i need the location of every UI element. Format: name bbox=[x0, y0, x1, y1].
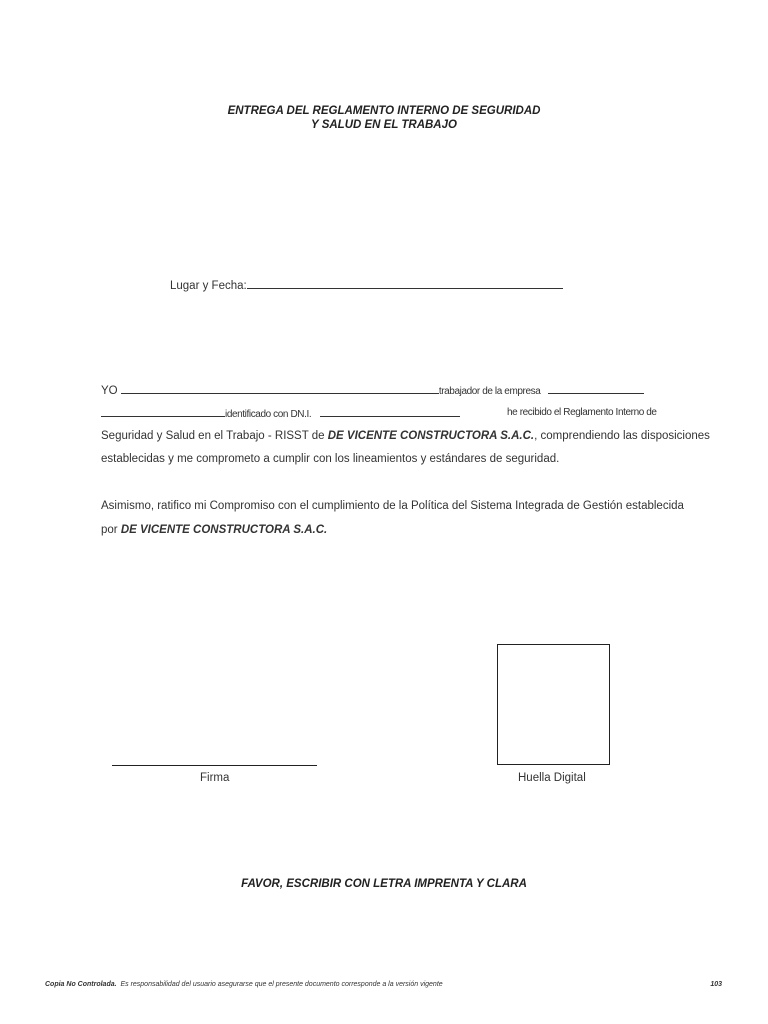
trabajador-label: trabajador de la empresa bbox=[438, 386, 541, 397]
paragraph-1-line1 bbox=[101, 430, 710, 442]
signature-line[interactable] bbox=[112, 765, 317, 766]
document-title-line1: ENTREGA DEL REGLAMENTO INTERNO DE SEGURIDAD bbox=[227, 105, 541, 117]
fingerprint-box[interactable] bbox=[497, 644, 610, 765]
p1-text-a: Seguridad y Salud en el Trabajo - RISST de bbox=[101, 430, 328, 442]
dni-label: identificado con DN.I. bbox=[225, 409, 312, 420]
name-field[interactable] bbox=[121, 383, 439, 394]
footer-bold: Copia No Controlada. bbox=[45, 981, 117, 988]
paragraph-2-line1: Asimismo, ratifico mi Compromiso con el cumplimiento de la Política del Sistema Integrada de Gestión establecida bbox=[101, 500, 684, 512]
lugar-fecha-row bbox=[170, 278, 563, 292]
empresa-field[interactable] bbox=[548, 383, 644, 394]
footer-text: Es responsabilidad del usuario asegurarse que el presente documento corresponde a la versión vigente bbox=[120, 981, 443, 988]
company-name: DE VICENTE CONSTRUCTORA S.A.C. bbox=[327, 430, 535, 442]
paragraph-2-line2 bbox=[101, 524, 327, 536]
print-notice: FAVOR, ESCRIBIR CON LETRA IMPRENTA Y CLARA bbox=[241, 878, 527, 890]
p1-text-b: , comprendiendo las disposiciones bbox=[534, 430, 710, 442]
lugar-fecha-label: Lugar y Fecha: bbox=[170, 280, 247, 292]
p2-por: por bbox=[101, 524, 121, 536]
huella-label: Huella Digital bbox=[518, 772, 586, 784]
dni-row bbox=[101, 406, 460, 420]
empresa-field-cont[interactable] bbox=[101, 406, 225, 417]
yo-label: YO bbox=[101, 385, 118, 397]
company-name-2: DE VICENTE CONSTRUCTORA S.A.C. bbox=[120, 524, 328, 536]
firma-label: Firma bbox=[200, 772, 230, 784]
yo-row bbox=[101, 383, 644, 397]
lugar-fecha-field[interactable] bbox=[247, 278, 563, 289]
document-title-line2: Y SALUD EN EL TRABAJO bbox=[311, 119, 457, 131]
paragraph-1-line2: establecidas y me comprometo a cumplir con los lineamientos y estándares de seguridad. bbox=[101, 453, 560, 465]
page-number: 103 bbox=[710, 981, 722, 988]
recibido-label: he recibido el Reglamento Interno de bbox=[507, 407, 657, 418]
dni-field[interactable] bbox=[320, 406, 460, 417]
footer-note bbox=[45, 981, 443, 988]
